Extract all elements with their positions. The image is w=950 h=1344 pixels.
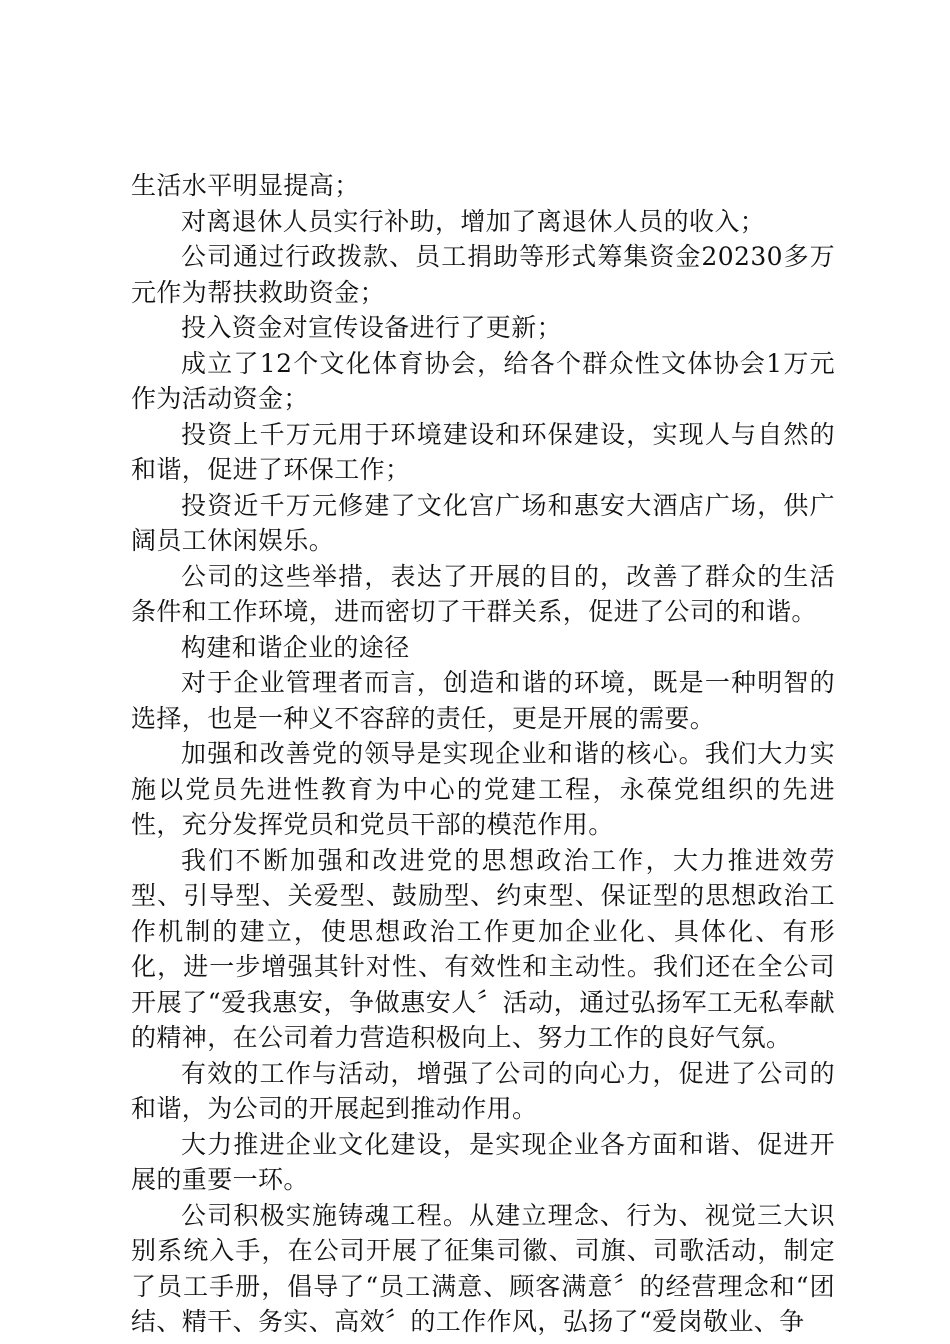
section-heading: 构建和谐企业的途径: [181, 632, 410, 662]
paragraph-2: 对离退休人员实行补助，增加了离退休人员的收入；: [181, 206, 766, 236]
paragraph-6: 投资上千万元用于环境建设和环保建设，实现人与自然的和谐，促进了环保工作；: [131, 419, 835, 484]
paragraph-5: 成立了12个文化体育协会，给各个群众性文体协会1万元作为活动资金；: [131, 348, 835, 413]
paragraph-14: 大力推进企业文化建设，是实现企业各方面和谐、促进开展的重要一环。: [131, 1129, 835, 1194]
paragraph-4: 投入资金对宣传设备进行了更新；: [181, 313, 563, 342]
paragraph-13: 有效的工作与活动，增强了公司的向心力，促进了公司的和谐，为公司的开展起到推动作用。: [131, 1058, 835, 1123]
paragraph-3: 公司通过行政拨款、员工捐助等形式筹集资金20230多万元作为帮扶救助资金；: [131, 242, 835, 307]
paragraph-11: 加强和改善党的领导是实现企业和谐的核心。我们大力实施以党员先进性教育为中心的党建工程，永葆党组织的先进性，充分发挥党员和党员干部的模范作用。: [131, 739, 835, 839]
paragraph-7: 投资近千万元修建了文化宫广场和惠安大酒店广场，供广阔员工休闲娱乐。: [131, 490, 835, 555]
paragraph-10: 对于企业管理者而言，创造和谐的环境，既是一种明智的选择，也是一种义不容辞的责任，更是开展的需要。: [131, 668, 835, 733]
paragraph-1: 生活水平明显提高；: [131, 171, 360, 200]
document-body: [131, 168, 835, 1340]
paragraph-15: 公司积极实施铸魂工程。从建立理念、行为、视觉三大识别系统入手，在公司开展了征集司徽、司旗、司歌活动，制定了员工手册，倡导了“员工满意、顾客满意〞的经营理念和“团结、精干、务实、高效〞的工作作风，弘扬了“爱岗敬业、争: [131, 1200, 835, 1336]
paragraph-12: 我们不断加强和改进党的思想政治工作，大力推进效劳型、引导型、关爱型、鼓励型、约束型、保证型的思想政治工作机制的建立，使思想政治工作更加企业化、具体化、有形化，进一步增强其针对性、有效性和主动性。我们还在全公司开展了“爱我惠安，争做惠安人〞活动，通过弘扬军工无私奉献的精神，在公司着力营造积极向上、努力工作的良好气氛。: [131, 845, 835, 1052]
paragraph-8: 公司的这些举措，表达了开展的目的，改善了群众的生活条件和工作环境，进而密切了干群关系，促进了公司的和谐。: [131, 561, 835, 626]
